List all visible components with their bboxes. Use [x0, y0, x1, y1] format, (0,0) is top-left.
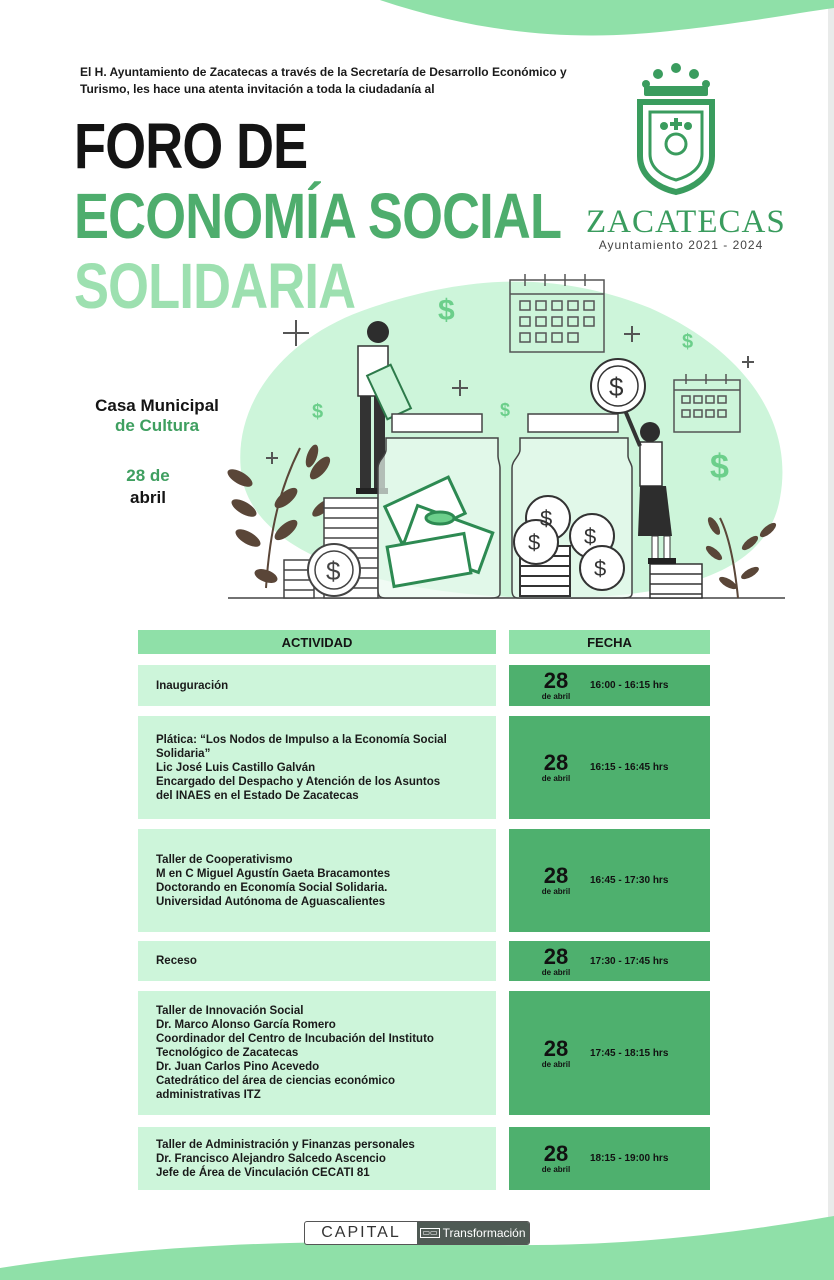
time-range: 17:45 - 18:15 hrs	[590, 1047, 669, 1059]
activity-line: Dr. Marco Alonso García Romero	[156, 1019, 336, 1031]
svg-text:$: $	[528, 530, 541, 555]
activity-line: Jefe de Área de Vinculación CECATI 81	[156, 1166, 370, 1179]
svg-text:$: $	[540, 506, 553, 531]
time-range: 16:00 - 16:15 hrs	[590, 680, 669, 691]
activity-line: Solidaria”	[156, 747, 211, 760]
date-cell	[509, 991, 710, 1115]
time-range: 17:30 - 17:45 hrs	[590, 955, 669, 967]
day-month: de abril	[541, 967, 571, 977]
logo-name: ZACATECAS	[586, 204, 786, 240]
activity-line: Dr. Juan Carlos Pino Acevedo	[156, 1061, 320, 1073]
title-line-3: SOLIDARIA	[74, 250, 356, 322]
logo-subtitle: Ayuntamiento 2021 - 2024	[598, 238, 764, 252]
day-block	[524, 943, 588, 977]
day-month: de abril	[541, 1165, 571, 1174]
day-block	[524, 1143, 588, 1174]
coin-icon-held	[591, 359, 645, 413]
money-jar-icon	[378, 414, 500, 598]
activity-line: Inauguración	[156, 679, 229, 692]
svg-text:$: $	[609, 372, 624, 402]
activity-cell	[138, 1127, 496, 1190]
day-block	[524, 752, 588, 783]
svg-text:$: $	[710, 448, 729, 486]
activity-line: Tecnológico de Zacatecas	[156, 1047, 299, 1059]
activity-cell	[138, 665, 496, 706]
intro-text: El H. Ayuntamiento de Zacatecas a través de la Secretaría de Desarrollo Económico y Turismo, les hace una atenta invitación a toda la ciudadanía al	[80, 65, 567, 96]
svg-text:$: $	[584, 524, 597, 549]
time-range: 18:15 - 19:00 hrs	[590, 1153, 669, 1164]
svg-text:$: $	[326, 556, 341, 586]
day-number: 28	[543, 1141, 569, 1166]
savings-illustration	[220, 268, 800, 613]
day-block	[524, 865, 588, 896]
venue-line-1: Casa Municipal	[95, 396, 219, 415]
activity-line: Dr. Francisco Alejandro Salcedo Ascencio	[156, 1152, 386, 1165]
footer-tagline: Transformación	[442, 1226, 526, 1240]
activity-cell	[138, 941, 496, 981]
date-cell	[509, 941, 710, 981]
day-number: 28	[543, 943, 569, 969]
svg-text:$: $	[312, 401, 324, 423]
activity-line: Plática: “Los Nodos de Impulso a la Economía Social	[156, 733, 447, 746]
date-cell	[509, 829, 710, 932]
activity-cell	[138, 829, 496, 932]
day-month: de abril	[541, 774, 571, 783]
day-block	[524, 670, 588, 701]
coat-of-arms-icon	[628, 60, 724, 196]
activity-line: del INAES en el Estado De Zacatecas	[156, 789, 359, 802]
svg-text:$: $	[438, 294, 455, 327]
activity-line: M en C Miguel Agustín Gaeta Bracamontes	[156, 867, 391, 880]
day-block	[524, 1035, 588, 1069]
activity-line: Taller de Cooperativismo	[156, 853, 293, 866]
activity-line: Doctorando en Economía Social Solidaria.	[156, 881, 388, 894]
activity-line: Taller de Administración y Finanzas personales	[156, 1138, 415, 1151]
activity-line: administrativas ITZ	[156, 1089, 261, 1101]
time-range: 16:15 - 16:45 hrs	[590, 762, 669, 773]
svg-text:$: $	[500, 400, 511, 420]
day-number: 28	[543, 668, 569, 693]
svg-text:$: $	[682, 331, 694, 353]
svg-text:$: $	[594, 556, 607, 581]
date-cell	[509, 716, 710, 819]
title-line-2: ECONOMÍA SOCIAL	[74, 180, 562, 252]
day-month: de abril	[541, 1059, 571, 1069]
day-number: 28	[543, 750, 569, 775]
table-header-date: FECHA	[509, 630, 710, 654]
event-date-month: abril	[130, 488, 166, 507]
title-line-1: FORO DE	[74, 110, 308, 182]
day-month: de abril	[541, 692, 571, 701]
day-month: de abril	[541, 887, 571, 896]
activity-line: Taller de Innovación Social	[156, 1005, 304, 1017]
venue	[74, 396, 240, 436]
activity-line: Catedrático del área de ciencias económico	[156, 1075, 396, 1087]
top-wave-decoration	[0, 0, 834, 60]
table-header-activity: ACTIVIDAD	[138, 630, 496, 654]
activity-line: Universidad Autónoma de Aguascalientes	[156, 895, 386, 908]
activity-line: Receso	[156, 955, 197, 967]
date-cell	[509, 665, 710, 706]
activity-line: Lic José Luis Castillo Galván	[156, 761, 316, 774]
event-date	[108, 465, 188, 509]
day-number: 28	[543, 1035, 569, 1061]
time-range: 16:45 - 17:30 hrs	[590, 875, 669, 886]
activity-cell	[138, 716, 496, 819]
event-date-day: 28 de	[126, 466, 170, 485]
brand-mark-icon: ▭▭	[422, 1228, 438, 1237]
footer-brand: CAPITAL	[321, 1224, 401, 1241]
activity-cell	[138, 991, 496, 1115]
page-edge	[828, 0, 834, 1280]
coin-jar-icon	[512, 414, 632, 598]
activity-line: Coordinador del Centro de Incubación del Instituto	[156, 1033, 434, 1045]
coin-icon	[308, 544, 360, 596]
footer-tagline-box	[417, 1222, 529, 1244]
day-number: 28	[543, 863, 569, 888]
venue-line-2: de Cultura	[114, 416, 200, 435]
footer-brand-logo	[304, 1221, 530, 1245]
activity-line: Encargado del Despacho y Atención de los Asuntos	[156, 775, 441, 788]
date-cell	[509, 1127, 710, 1190]
